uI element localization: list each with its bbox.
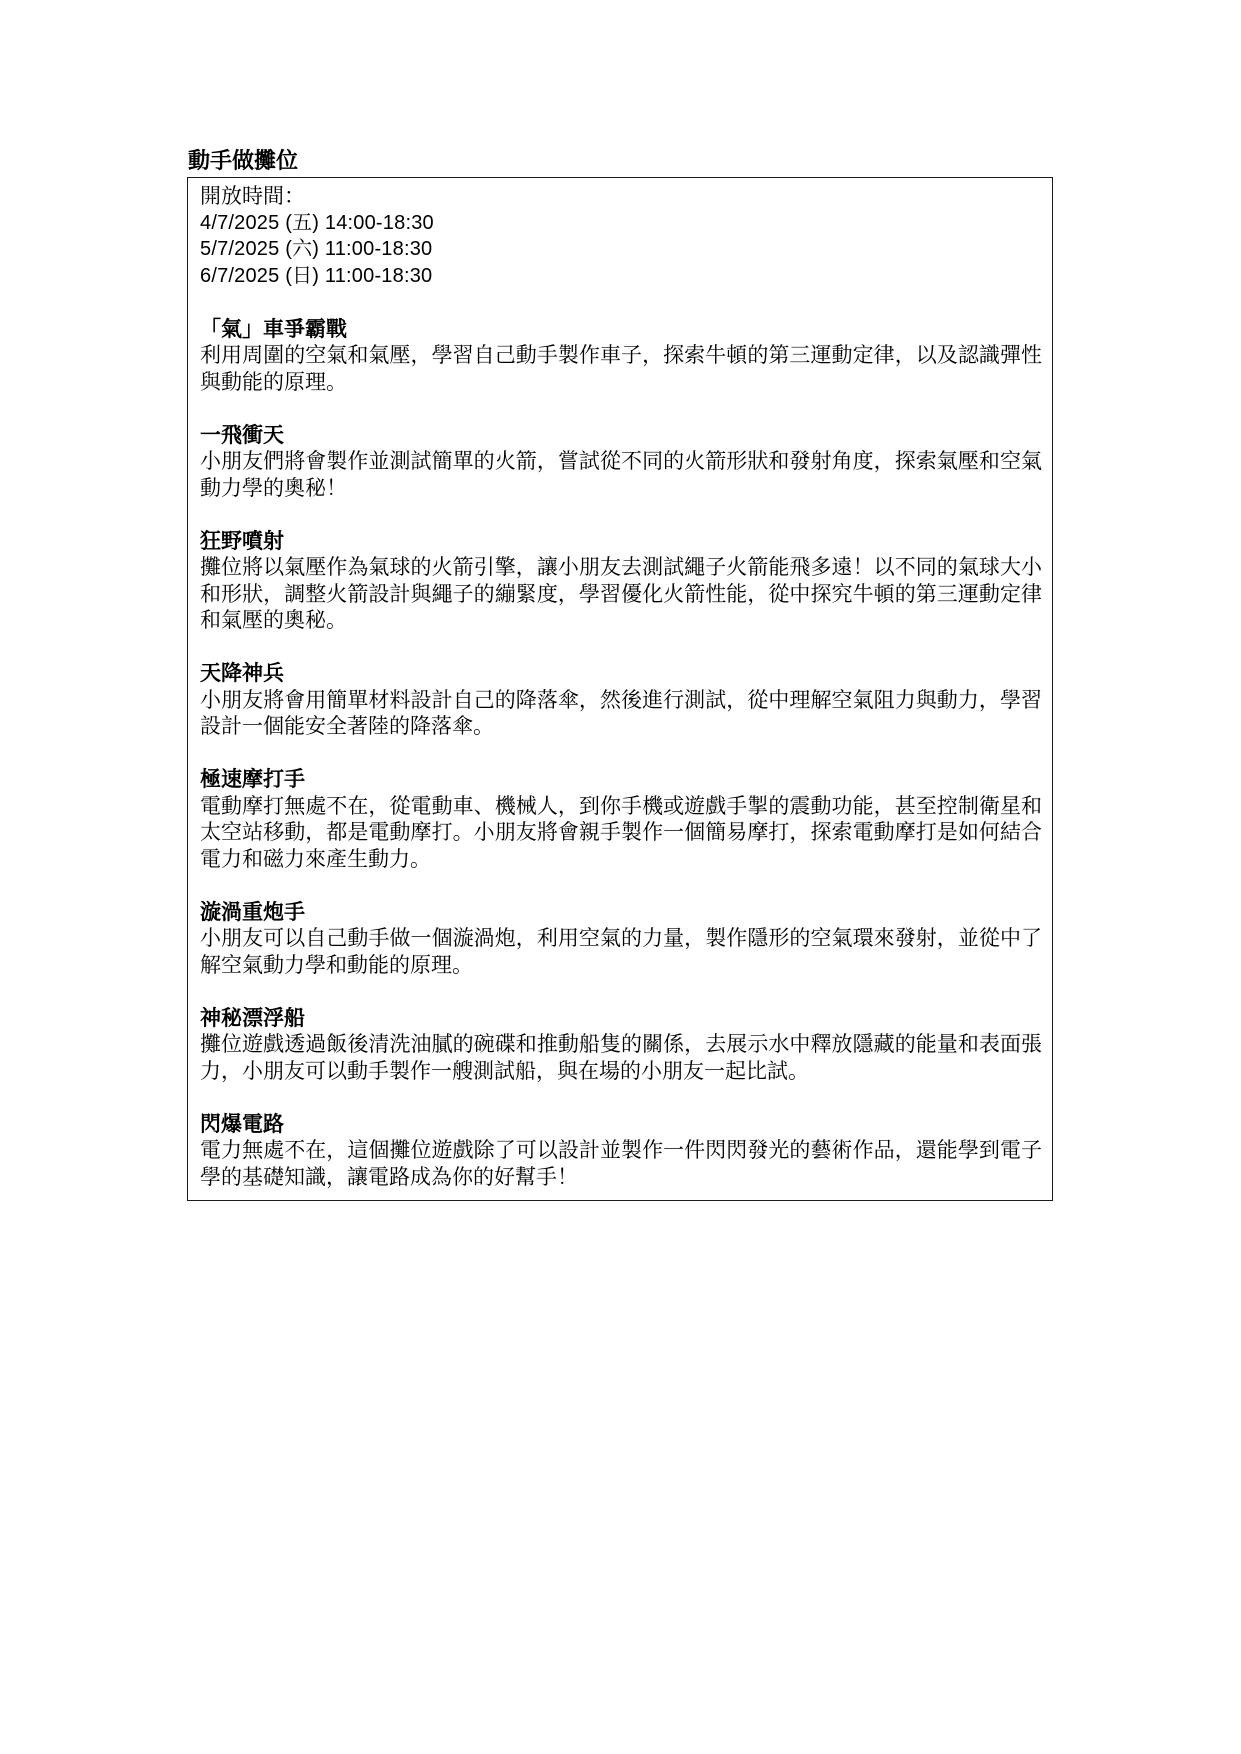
content-box xyxy=(187,177,1053,1201)
section-heading: 一飛衝天 xyxy=(200,422,284,447)
schedule-time-saturday: 5/7/2025 (六) 11:00-18:30 xyxy=(200,238,433,260)
booth-section-floating-boat xyxy=(200,1005,1042,1085)
section-body: 電力無處不在，這個攤位遊戲除了可以設計並製作一件閃閃發光的藝術作品，還能學到電子學的基礎知識，讓電路成為你的好幫手！ xyxy=(200,1138,1042,1189)
section-heading: 閃爆電路 xyxy=(200,1111,284,1136)
section-heading: 漩渦重炮手 xyxy=(200,899,305,924)
schedule-block xyxy=(200,183,1042,289)
booth-section-motor xyxy=(200,766,1042,872)
booth-section-circuit xyxy=(200,1111,1042,1191)
section-body: 利用周圍的空氣和氣壓，學習自己動手製作車子，探索牛頓的第三運動定律，以及認識彈性與動能的原理。 xyxy=(200,343,1042,394)
section-body: 攤位將以氣壓作為氣球的火箭引擎，讓小朋友去測試繩子火箭能飛多遠！以不同的氣球大小和形狀，調整火箭設計與繩子的繃緊度，學習優化火箭性能，從中探究牛頓的第三運動定律和氣壓的奧秘。 xyxy=(200,555,1042,632)
section-body: 小朋友們將會製作並測試簡單的火箭，嘗試從不同的火箭形狀和發射角度，探索氣壓和空氣動力學的奧秘！ xyxy=(200,449,1042,500)
section-heading: 「氣」車爭霸戰 xyxy=(200,316,347,341)
schedule-label: 開放時間： xyxy=(200,184,305,208)
section-heading: 天降神兵 xyxy=(200,661,284,685)
schedule-time-sunday: 6/7/2025 (日) 11:00-18:30 xyxy=(200,264,433,287)
section-body: 攤位遊戲透過飯後清洗油膩的碗碟和推動船隻的關係，去展示水中釋放隱藏的能量和表面張力，小朋友可以動手製作一艘測試船，與在場的小朋友一起比試。 xyxy=(200,1032,1042,1083)
section-body: 小朋友將會用簡單材料設計自己的降落傘，然後進行測試，從中理解空氣阻力與動力，學習設計一個能安全著陸的降落傘。 xyxy=(200,687,1042,738)
booth-section-parachute xyxy=(200,660,1042,740)
booth-section-vortex-cannon xyxy=(200,899,1042,979)
section-body: 小朋友可以自己動手做一個漩渦炮，利用空氣的力量，製作隱形的空氣環來發射，並從中了解空氣動力學和動能的原理。 xyxy=(200,926,1042,977)
section-body: 電動摩打無處不在，從電動車、機械人，到你手機或遊戲手掣的震動功能，甚至控制衛星和太空站移動，都是電動摩打。小朋友將會親手製作一個簡易摩打，探索電動摩打是如何結合電力和磁力來產生動力。 xyxy=(200,793,1042,871)
section-heading: 極速摩打手 xyxy=(200,767,305,791)
section-heading: 神秘漂浮船 xyxy=(200,1005,305,1030)
section-heading: 狂野噴射 xyxy=(200,528,284,553)
booth-section-rocket-launch xyxy=(200,422,1042,502)
page-title: 動手做攤位 xyxy=(188,148,299,173)
booth-section-air-car xyxy=(200,316,1042,396)
schedule-time-friday: 4/7/2025 (五) 14:00-18:30 xyxy=(200,211,434,234)
booth-section-wild-jet xyxy=(200,528,1042,634)
